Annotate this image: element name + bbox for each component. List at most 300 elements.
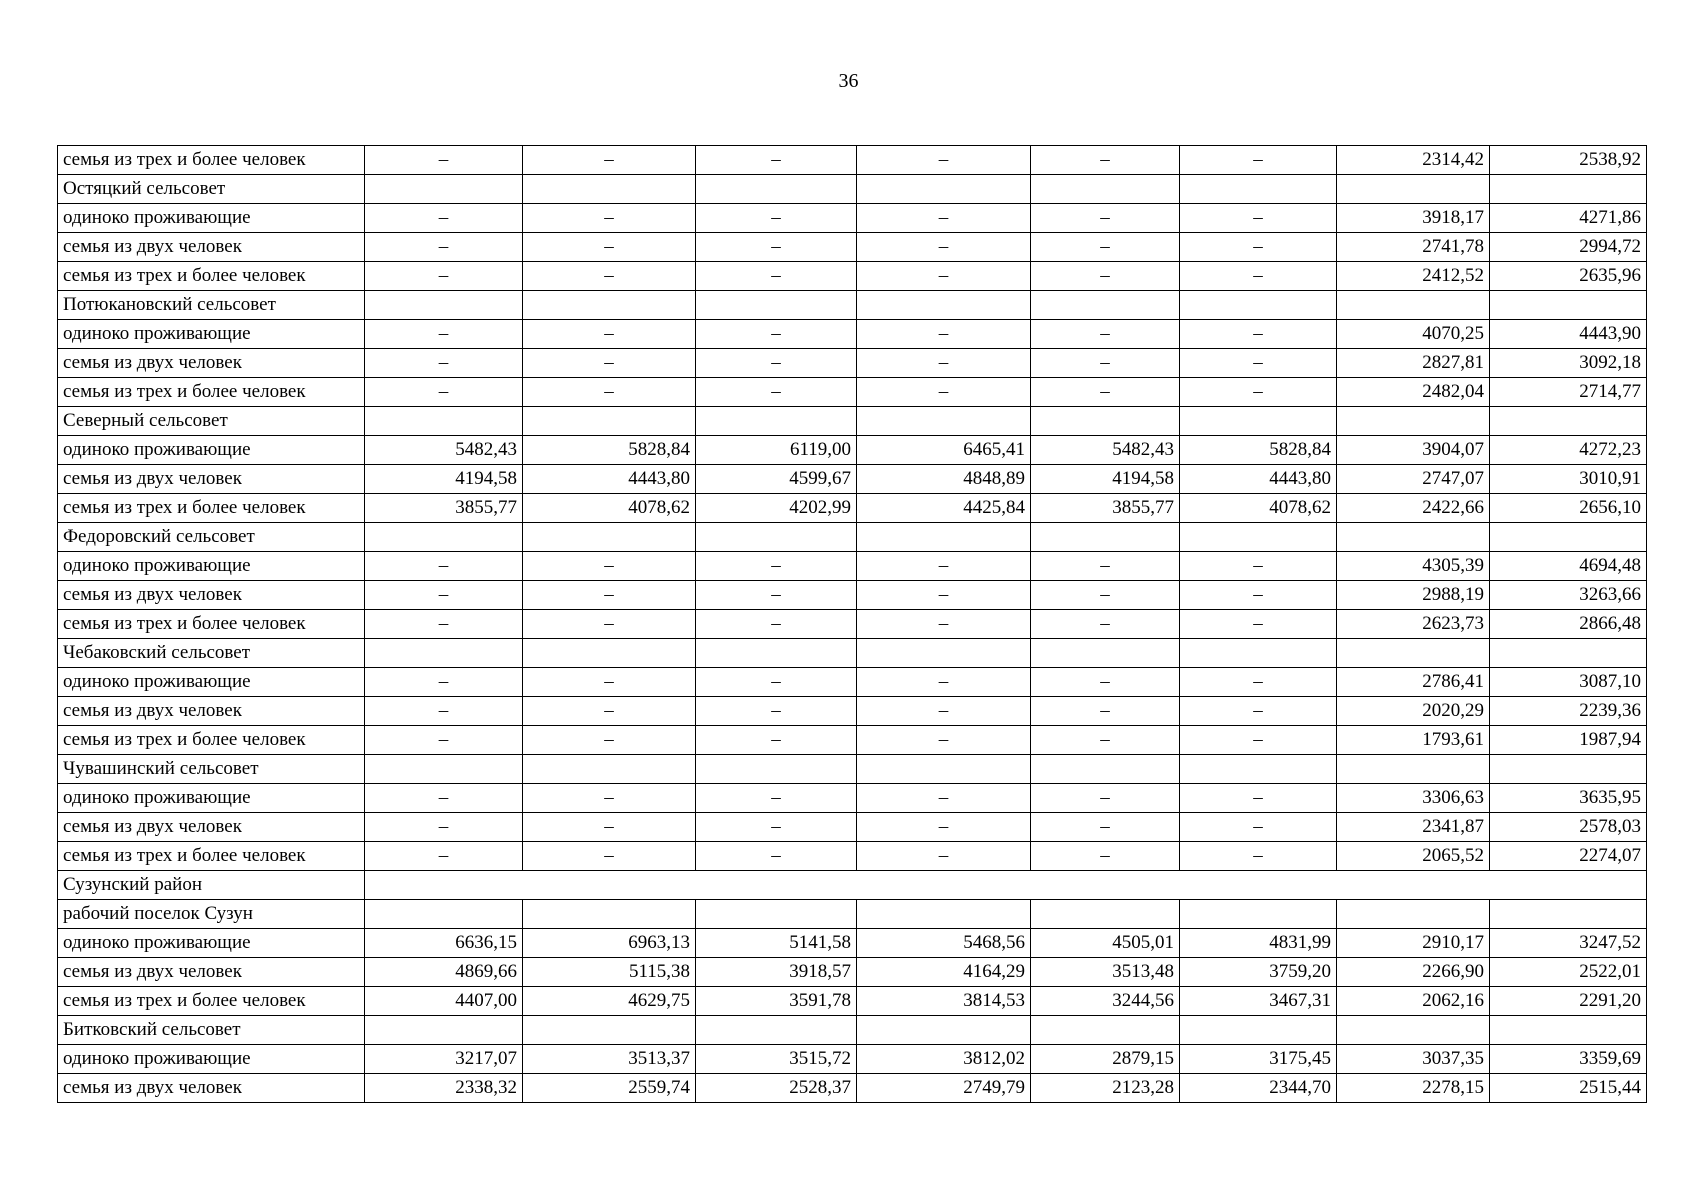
table-cell [696,755,857,784]
table-cell: – [857,552,1031,581]
table-cell: 2827,81 [1337,349,1490,378]
table-cell [857,523,1031,552]
table-row [58,1016,1647,1045]
merged-cell [365,871,1647,900]
table-cell: 5828,84 [1180,436,1337,465]
table-cell: – [1031,610,1180,639]
table-cell: – [857,784,1031,813]
table-cell: – [857,813,1031,842]
table-cell: – [1031,349,1180,378]
table-cell: – [1180,726,1337,755]
table-cell: 4869,66 [365,958,523,987]
table-cell [1490,407,1647,436]
table-cell: 4505,01 [1031,929,1180,958]
table-cell: 2412,52 [1337,262,1490,291]
row-label: одиноко проживающие [58,552,365,581]
table-row [58,958,1647,987]
table-cell: – [1180,233,1337,262]
table-cell: – [523,610,696,639]
table-cell: – [696,320,857,349]
table-cell: – [696,842,857,871]
table-cell: 4078,62 [523,494,696,523]
table-cell: – [365,610,523,639]
table-cell: 3814,53 [857,987,1031,1016]
row-label: семья из трех и более человек [58,842,365,871]
table-cell: – [1031,233,1180,262]
table-cell: 1793,61 [1337,726,1490,755]
table-row [58,291,1647,320]
table-cell: 3591,78 [696,987,857,1016]
table-cell: – [1031,146,1180,175]
table-cell: – [365,813,523,842]
table-cell [696,1016,857,1045]
table-cell: 4164,29 [857,958,1031,987]
table-cell [523,175,696,204]
table-cell [696,175,857,204]
table-cell: 3175,45 [1180,1045,1337,1074]
table-cell: 3306,63 [1337,784,1490,813]
table-cell [1490,900,1647,929]
table-cell: – [1031,668,1180,697]
table-cell: 2741,78 [1337,233,1490,262]
row-label: семья из трех и более человек [58,262,365,291]
table-cell: 3918,57 [696,958,857,987]
table-cell: – [365,233,523,262]
table-cell: – [1031,842,1180,871]
row-label: Северный сельсовет [58,407,365,436]
table-cell: 5468,56 [857,929,1031,958]
table-cell: – [365,349,523,378]
table-cell: – [365,697,523,726]
table-cell: 2062,16 [1337,987,1490,1016]
table-cell: – [365,378,523,407]
table-cell: 2786,41 [1337,668,1490,697]
table-cell: – [1180,320,1337,349]
table-cell [857,1016,1031,1045]
table-cell: – [1180,146,1337,175]
page-number: 36 [838,70,859,92]
table-cell: – [365,784,523,813]
table-cell: 3087,10 [1490,668,1647,697]
table-cell [1180,175,1337,204]
table-cell [523,1016,696,1045]
table-row [58,262,1647,291]
table-row [58,320,1647,349]
table-cell: – [365,581,523,610]
table-row [58,581,1647,610]
table-cell: – [696,378,857,407]
table-cell: 2291,20 [1490,987,1647,1016]
table-cell: – [523,842,696,871]
table-cell: 2341,87 [1337,813,1490,842]
table-cell [1180,291,1337,320]
table-cell: – [1180,784,1337,813]
table-cell: 2422,66 [1337,494,1490,523]
table-cell: – [523,204,696,233]
table-cell [696,291,857,320]
table-cell: 2714,77 [1490,378,1647,407]
table-cell: – [857,610,1031,639]
table-cell [1180,1016,1337,1045]
table-cell: 5828,84 [523,436,696,465]
table-cell: 2314,42 [1337,146,1490,175]
row-label: семья из двух человек [58,233,365,262]
table-cell: 6119,00 [696,436,857,465]
table-cell: 3247,52 [1490,929,1647,958]
table-cell: 4194,58 [1031,465,1180,494]
row-label: семья из трех и более человек [58,610,365,639]
table-cell: – [696,233,857,262]
table-cell: 4202,99 [696,494,857,523]
table-row [58,407,1647,436]
table-cell [857,639,1031,668]
table-cell: – [1180,842,1337,871]
table-cell [1031,523,1180,552]
table-cell: 2635,96 [1490,262,1647,291]
table-cell: 5482,43 [365,436,523,465]
table-cell [365,291,523,320]
table-row [58,378,1647,407]
table-row [58,233,1647,262]
row-label: семья из трех и более человек [58,146,365,175]
table-cell: – [696,697,857,726]
table-cell: – [696,146,857,175]
table-cell: – [1180,581,1337,610]
table-cell: – [857,668,1031,697]
table-row [58,987,1647,1016]
table-cell [1490,523,1647,552]
table-cell: – [1180,610,1337,639]
table-cell: – [523,320,696,349]
table-cell [1337,639,1490,668]
table-cell: 2482,04 [1337,378,1490,407]
table-cell: 3513,48 [1031,958,1180,987]
table-cell: – [857,697,1031,726]
table-row [58,552,1647,581]
table-cell [1031,175,1180,204]
row-label: Битковский сельсовет [58,1016,365,1045]
table-cell [857,755,1031,784]
table-cell: 4271,86 [1490,204,1647,233]
row-label: Чебаковский сельсовет [58,639,365,668]
table-cell [857,291,1031,320]
table-cell: 4078,62 [1180,494,1337,523]
table-row [58,146,1647,175]
table-cell: – [1180,697,1337,726]
table-cell: – [1180,262,1337,291]
table-cell: – [1031,204,1180,233]
table-row [58,1045,1647,1074]
table-cell: – [1180,378,1337,407]
table-row [58,175,1647,204]
table-cell: – [857,320,1031,349]
table-cell: – [523,813,696,842]
table-cell: – [1031,813,1180,842]
table-cell: – [696,349,857,378]
table-cell [365,175,523,204]
table-cell: – [696,668,857,697]
table-row [58,668,1647,697]
table-cell [1490,755,1647,784]
table-cell [696,523,857,552]
table-cell [1031,1016,1180,1045]
table-cell: – [857,581,1031,610]
table-cell [523,523,696,552]
table-cell [1031,900,1180,929]
table-cell: – [365,726,523,755]
table-cell [365,755,523,784]
table-cell [857,900,1031,929]
table-cell: 2538,92 [1490,146,1647,175]
tariff-table [57,145,1647,1103]
table-cell: – [857,204,1031,233]
table-cell: – [365,552,523,581]
table-cell: 2879,15 [1031,1045,1180,1074]
table-row [58,1074,1647,1103]
table-cell: 4425,84 [857,494,1031,523]
row-label: семья из трех и более человек [58,987,365,1016]
table-cell: – [696,784,857,813]
table-cell: – [523,697,696,726]
table-cell: 3359,69 [1490,1045,1647,1074]
table-row [58,494,1647,523]
table-row [58,813,1647,842]
table-cell: – [365,146,523,175]
table-cell [1490,1016,1647,1045]
row-label: семья из двух человек [58,465,365,494]
table-cell: – [523,581,696,610]
row-label: Остяцкий сельсовет [58,175,365,204]
table-row [58,871,1647,900]
table-cell: 4070,25 [1337,320,1490,349]
table-cell: – [696,204,857,233]
table-cell: 4629,75 [523,987,696,1016]
table-cell: – [523,552,696,581]
table-cell: 3515,72 [696,1045,857,1074]
row-label: семья из двух человек [58,958,365,987]
table-cell: 3904,07 [1337,436,1490,465]
table-cell: – [1031,697,1180,726]
table-cell: – [523,146,696,175]
table-cell: – [857,146,1031,175]
table-cell: 2266,90 [1337,958,1490,987]
table-cell: 4305,39 [1337,552,1490,581]
table-row [58,755,1647,784]
table-cell [1490,291,1647,320]
table-cell: 2338,32 [365,1074,523,1103]
table-cell: 5115,38 [523,958,696,987]
row-label: одиноко проживающие [58,436,365,465]
row-label: семья из двух человек [58,1074,365,1103]
row-label: Сузунский район [58,871,365,900]
table-cell: – [523,349,696,378]
table-cell: – [523,784,696,813]
row-label: одиноко проживающие [58,204,365,233]
table-cell: – [523,233,696,262]
table-cell: 4443,80 [1180,465,1337,494]
table-cell: 4694,48 [1490,552,1647,581]
table-row [58,523,1647,552]
table-cell [857,407,1031,436]
table-cell [523,900,696,929]
table-cell [696,407,857,436]
table-row [58,610,1647,639]
table-cell: 2528,37 [696,1074,857,1103]
table-cell: 2994,72 [1490,233,1647,262]
row-label: Потюкановский сельсовет [58,291,365,320]
row-label: одиноко проживающие [58,668,365,697]
table-cell [1180,407,1337,436]
table-cell: 2123,28 [1031,1074,1180,1103]
table-cell: – [523,262,696,291]
row-label: семья из трех и более человек [58,726,365,755]
table-cell [1337,1016,1490,1045]
table-cell [1031,407,1180,436]
table-cell [696,639,857,668]
table-cell: 2866,48 [1490,610,1647,639]
table-cell: – [696,581,857,610]
table-cell: 6636,15 [365,929,523,958]
table-cell: 3467,31 [1180,987,1337,1016]
table-cell: 4831,99 [1180,929,1337,958]
table-row [58,697,1647,726]
table-cell [523,291,696,320]
row-label: Чувашинский сельсовет [58,755,365,784]
table-cell: 4599,67 [696,465,857,494]
table-cell: – [523,726,696,755]
table-row [58,465,1647,494]
table-cell: – [523,668,696,697]
table-cell [1180,900,1337,929]
table-cell [1337,900,1490,929]
table-cell: – [857,262,1031,291]
table-cell: 2747,07 [1337,465,1490,494]
table-cell: 2278,15 [1337,1074,1490,1103]
table-cell: – [1031,378,1180,407]
table-cell [523,755,696,784]
table-cell: 5141,58 [696,929,857,958]
table-row [58,436,1647,465]
table-cell: 2578,03 [1490,813,1647,842]
table-cell: 2910,17 [1337,929,1490,958]
table-cell: 3217,07 [365,1045,523,1074]
table-cell: 6465,41 [857,436,1031,465]
table-cell [365,523,523,552]
table-cell: 4848,89 [857,465,1031,494]
table-cell: 2522,01 [1490,958,1647,987]
table-cell: – [696,813,857,842]
table-cell: – [1031,552,1180,581]
row-label: семья из двух человек [58,697,365,726]
table-cell [857,175,1031,204]
table-cell [523,639,696,668]
table-cell: 2239,36 [1490,697,1647,726]
table-cell [1337,291,1490,320]
row-label: семья из трех и более человек [58,494,365,523]
table-cell: – [1031,784,1180,813]
table-row [58,900,1647,929]
table-cell: 2065,52 [1337,842,1490,871]
table-cell: 3918,17 [1337,204,1490,233]
table-row [58,842,1647,871]
table-row [58,639,1647,668]
table-cell: 4443,80 [523,465,696,494]
table-cell [1337,407,1490,436]
table-cell [1490,639,1647,668]
table-cell [365,1016,523,1045]
table-cell: 2749,79 [857,1074,1031,1103]
table-cell: 3855,77 [1031,494,1180,523]
table-cell [1031,755,1180,784]
table-cell: – [1180,813,1337,842]
row-label: рабочий поселок Сузун [58,900,365,929]
table-cell: 2559,74 [523,1074,696,1103]
table-cell: – [857,349,1031,378]
row-label: семья из двух человек [58,813,365,842]
table-cell [1337,755,1490,784]
table-cell: – [1180,552,1337,581]
table-cell: – [1031,262,1180,291]
table-cell: 3092,18 [1490,349,1647,378]
table-body [58,146,1647,1103]
table-cell: 1987,94 [1490,726,1647,755]
table-row [58,784,1647,813]
table-cell [1180,755,1337,784]
table-cell: – [365,262,523,291]
table-cell: 3635,95 [1490,784,1647,813]
table-cell: 3037,35 [1337,1045,1490,1074]
table-cell: – [1031,581,1180,610]
table-cell: 2274,07 [1490,842,1647,871]
table-cell: – [1180,668,1337,697]
table-cell: 4443,90 [1490,320,1647,349]
table-cell [523,407,696,436]
table-cell [1490,175,1647,204]
row-label: одиноко проживающие [58,784,365,813]
table-cell [1180,523,1337,552]
table-cell [1337,175,1490,204]
table-cell: – [696,262,857,291]
table-cell: 3812,02 [857,1045,1031,1074]
table-cell: – [1031,726,1180,755]
table-row [58,726,1647,755]
row-label: одиноко проживающие [58,320,365,349]
table-cell: – [857,233,1031,262]
table-cell: 2988,19 [1337,581,1490,610]
table-cell: 2656,10 [1490,494,1647,523]
row-label: одиноко проживающие [58,1045,365,1074]
table-cell [1337,523,1490,552]
table-cell: – [1031,320,1180,349]
table-row [58,204,1647,233]
table-cell: – [696,552,857,581]
table-cell: – [696,726,857,755]
table-cell: – [365,204,523,233]
table-row [58,929,1647,958]
row-label: семья из трех и более человек [58,378,365,407]
row-label: Федоровский сельсовет [58,523,365,552]
table-cell: – [857,378,1031,407]
table-cell: 2515,44 [1490,1074,1647,1103]
table-cell: 3855,77 [365,494,523,523]
table-cell: – [523,378,696,407]
table-cell [365,900,523,929]
row-label: одиноко проживающие [58,929,365,958]
table-cell: 3010,91 [1490,465,1647,494]
table-cell [1031,639,1180,668]
table-cell: – [857,726,1031,755]
table-cell [1180,639,1337,668]
